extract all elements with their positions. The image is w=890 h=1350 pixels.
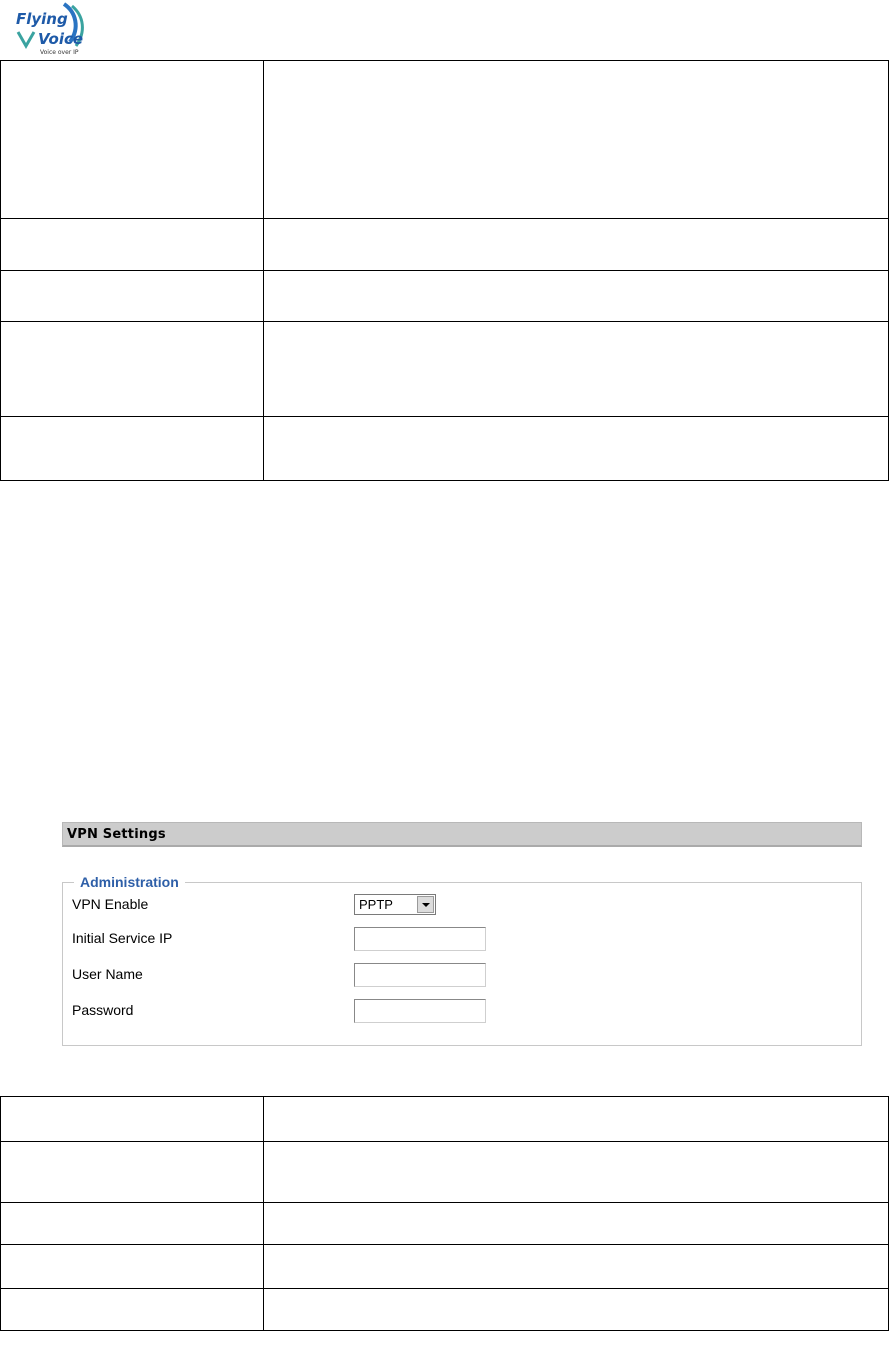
table-row xyxy=(1,1203,889,1245)
table-row xyxy=(1,417,889,481)
svg-text:Voice over IP: Voice over IP xyxy=(40,49,79,56)
administration-legend: Administration xyxy=(74,874,185,890)
bottom-table xyxy=(0,1096,889,1331)
top-table xyxy=(0,60,889,481)
vpn-settings-title: VPN Settings xyxy=(67,827,166,842)
password-label: Password xyxy=(72,1002,134,1018)
table-row xyxy=(1,219,889,271)
vpn-settings-header xyxy=(62,822,862,847)
chevron-down-icon[interactable] xyxy=(417,896,434,913)
initial-service-ip-label: Initial Service IP xyxy=(72,930,173,946)
user-name-label: User Name xyxy=(72,966,143,982)
user-name-input[interactable] xyxy=(354,963,486,987)
flying-voice-logo xyxy=(14,2,88,58)
table-row xyxy=(1,1245,889,1289)
svg-text:Flying: Flying xyxy=(16,10,68,28)
table-row xyxy=(1,61,889,219)
password-input[interactable] xyxy=(354,999,486,1023)
table-row xyxy=(1,322,889,417)
vpn-enable-label: VPN Enable xyxy=(72,896,149,912)
svg-text:Voice: Voice xyxy=(38,30,84,48)
vpn-enable-select[interactable] xyxy=(354,894,436,915)
vpn-enable-value: PPTP xyxy=(359,897,393,912)
table-row xyxy=(1,1097,889,1142)
table-row xyxy=(1,271,889,322)
initial-service-ip-input[interactable] xyxy=(354,927,486,951)
table-row xyxy=(1,1142,889,1203)
table-row xyxy=(1,1289,889,1331)
